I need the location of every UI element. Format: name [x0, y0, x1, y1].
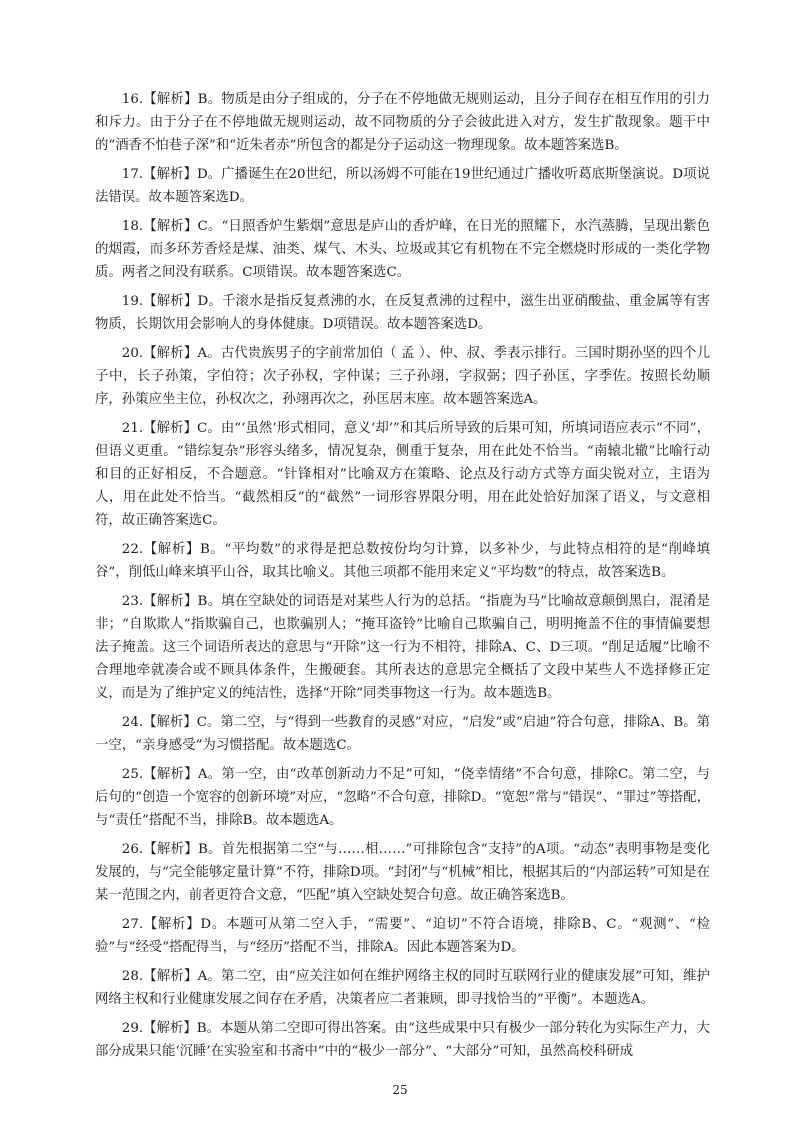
answer-paragraph-28: 28.【解析】A。第二空，由“应关注如何在维护网络主权的同时互联网行业的健康发展”可知，维护网络主权和行业健康发展之间存在矛盾，决策者应二者兼顾，即寻找恰当的“平衡”。本题选A。	[95, 969, 710, 1007]
answer-paragraph-18: 18.【解析】C。“日照香炉生紫烟”意思是庐山的香炉峰，在日光的照耀下，水汽蒸腾，呈现出紫色的烟霞，而多环芳香烃是煤、油类、煤气、木头、垃圾或其它有机物在不完全燃烧时形成的一类化学物质。两者之间没有联系。C项错误。故本题答案选C。	[95, 219, 710, 280]
answer-paragraph-29: 29.【解析】B。本题从第二空即可得出答案。由“这些成果中只有极少一部分转化为实际生产力，大部分成果只能‘沉睡’在实验室和书斋中”中的“极少一部分”、“大部分”可知，虽然高校科研成	[95, 1021, 710, 1059]
answer-paragraph-21: 21.【解析】C。由“‘虽然’形式相同，意义‘却’”和其后所导致的后果可知，所填词语应表示“不同”，但语义更重。“错综复杂”形容头绪多，情况复杂，侧重于复杂，用在此处不恰当。“南辕北辙”比喻行动和目的正好相反，不合题意。“针锋相对”比喻双方在策略、论点及行动方式等方面尖锐对立，主语为人，用在此处不恰当。“截然相反”的“截然”一词形容界限分明，用在此处恰好加深了语义，与文意相符，故正确答案选C。	[95, 421, 710, 528]
answer-paragraph-25: 25.【解析】A。第一空，由“改革创新动力不足”可知，“侥幸情绪”不合句意，排除C。第二空，与后句的“创造一个宽容的创新环境”对应，“忽略”不合句意，排除D。“宽恕”常与“错误”、“罪过”等搭配，与“责任”搭配不当，排除B。故本题选A。	[95, 767, 710, 828]
answer-paragraph-22: 22.【解析】B。“平均数”的求得是把总数按份均匀计算，以多补少，与此特点相符的是“削峰填谷”，削低山峰来填平山谷，取其比喻义。其他三项都不能用来定义“平均数”的特点，故答案选B。	[95, 542, 710, 580]
answer-paragraph-24: 24.【解析】C。第二空，与“得到一些教育的灵感”对应，“启发”或“启迪”符合句意，排除A、B。第一空，“亲身感受”为习惯搭配。故本题选C。	[95, 715, 710, 753]
answer-paragraph-17: 17.【解析】D。广播诞生在20世纪，所以汤姆不可能在19世纪通过广播收听葛底斯堡演说。D项说法错误。故本题答案选D。	[95, 167, 710, 205]
document-body	[95, 88, 710, 1069]
answer-paragraph-23: 23.【解析】B。填在空缺处的词语是对某些人行为的总括。“指鹿为马”比喻故意颠倒黑白，混淆是非；“自欺欺人”指欺骗自己，也欺骗别人；“掩耳盗铃”比喻自己欺骗自己，明明掩盖不住的事情偏要想法子掩盖。这三个词语所表达的意思与“开除”这一行为不相符，排除A、C、D三项。“削足适履”比喻不合理地牵就凑合或不顾具体条件，生搬硬套。其所表达的意思完全概括了文段中某些人不选择修正定义，而是为了维护定义的纯洁性，选择“开除”同类事物这一行为。故本题选B。	[95, 594, 710, 701]
answer-paragraph-16: 16.【解析】B。物质是由分子组成的，分子在不停地做无规则运动，且分子间存在相互作用的引力和斥力。由于分子在不停地做无规则运动，故不同物质的分子会彼此进入对方，发生扩散现象。题干中的“酒香不怕巷子深”和“近朱者赤”所包含的都是分子运动这一物理现象。故本题答案选B。	[95, 92, 710, 153]
answer-paragraph-19: 19.【解析】D。千滚水是指反复煮沸的水，在反复煮沸的过程中，滋生出亚硝酸盐、重金属等有害物质，长期饮用会影响人的身体健康。D项错误。故本题答案选D。	[95, 294, 710, 332]
page-number: 25	[392, 1083, 408, 1097]
answer-paragraph-27: 27.【解析】D。本题可从第二空入手，“需要”、“迫切”不符合语境，排除B、C。“观测”、“检验”与“经受”搭配得当，与“经历”搭配不当，排除A。因此本题答案为D。	[95, 917, 710, 955]
answer-paragraph-26: 26.【解析】B。首先根据第二空“与……相……”可排除包含“支持”的A项。“动态”表明事物是变化发展的，与“完全能够定量计算”不符，排除D项。“封闭”与“机械”相比，根据其后的“内部运转”可知是在某一范围之内，前者更符合文意，“匹配”填入空缺处契合句意。故正确答案选B。	[95, 842, 710, 903]
answer-paragraph-20: 20.【解析】A。古代贵族男子的字前常加伯（ 孟 ）、仲、叔、季表示排行。三国时期孙坚的四个儿子中，长子孙策，字伯符；次子孙权，字仲谋；三子孙翊，字叔弼；四子孙匡，字季佐。按照长幼顺序，孙策应坐主位，孙权次之，孙翊再次之，孙匡居末座。故本题答案选A。	[95, 346, 710, 407]
